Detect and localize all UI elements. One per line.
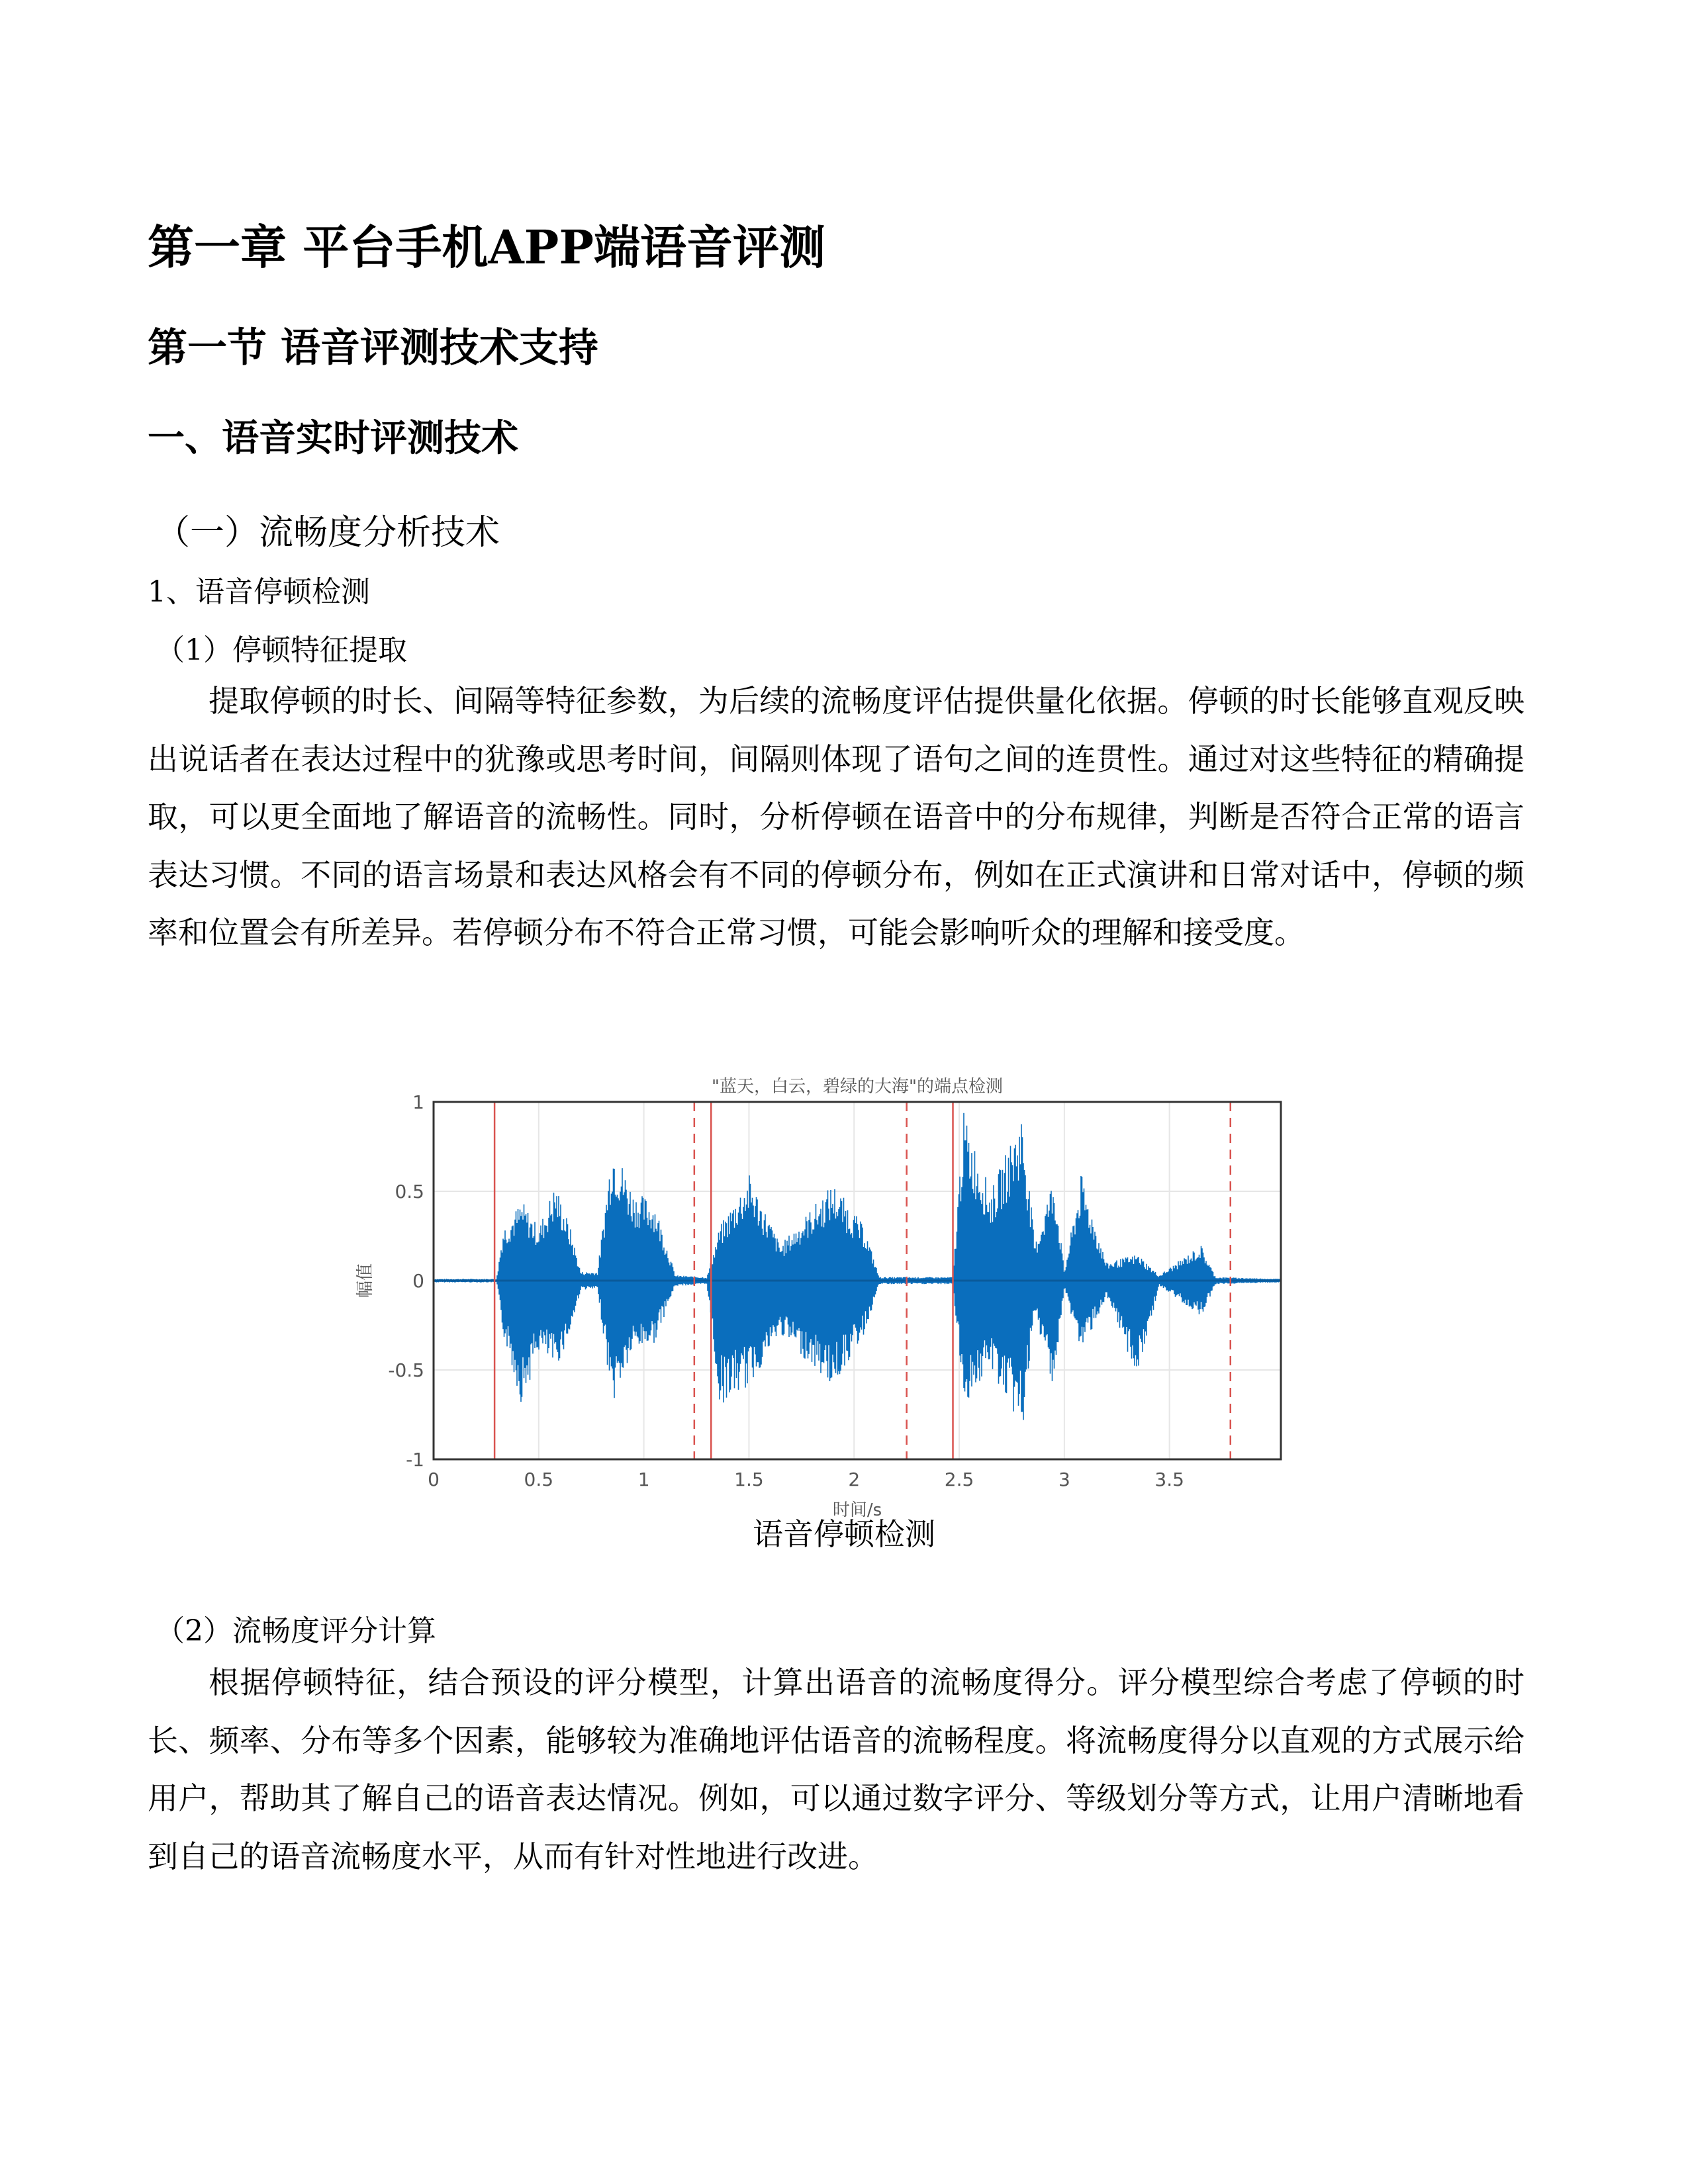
figure-caption: 语音停顿检测 (753, 1516, 935, 1552)
x-axis-label: 时间/s (832, 1500, 882, 1520)
y-tick-label: 0.5 (395, 1181, 424, 1203)
y-tick-label: 1 (412, 1091, 424, 1113)
item1-2-title: （2）流畅度评分计算 (156, 1614, 436, 1648)
x-tick-label: 2.5 (944, 1469, 974, 1490)
chart-title: "蓝天，白云，碧绿的大海"的端点检测 (712, 1077, 1003, 1097)
sub-subsection-title: （一）流畅度分析技术 (156, 513, 500, 553)
x-tick-label: 1.5 (734, 1469, 764, 1490)
item1-title: 1、语音停顿检测 (148, 575, 370, 609)
subsection-title: 一、语音实时评测技术 (148, 416, 518, 460)
chapter-title: 第一章 平台手机APP端语音评测 (148, 220, 825, 275)
x-tick-label: 1 (637, 1469, 650, 1490)
paragraph-1: 提取停顿的时长、间隔等特征参数，为后续的流畅度评估提供量化依据。停顿的时长能够直观反映出说话者在表达过程中的犹豫或思考时间，间隔则体现了语句之间的连贯性。通过对这些特征的精确提取，可以更全面地了解语音的流畅性。同时，分析停顿在语音中的分布规律，判断是否符合正常的语言表达习惯。不同的语言场景和表达风格会有不同的停顿分布，例如在正式演讲和日常对话中，停顿的频率和位置会有所差异。若停顿分布不符合正常习惯，可能会影响听众的理解和接受度。 (148, 683, 1524, 951)
x-tick-label: 3.5 (1154, 1469, 1184, 1490)
x-tick-label: 0.5 (524, 1469, 554, 1490)
y-tick-label: -0.5 (388, 1359, 424, 1381)
item1-1-title: （1）停顿特征提取 (156, 633, 407, 667)
section-title: 第一节 语音评测技术支持 (148, 325, 598, 371)
paragraph-2: 根据停顿特征，结合预设的评分模型，计算出语音的流畅度得分。评分模型综合考虑了停顿的时长、频率、分布等多个因素，能够较为准确地评估语音的流畅程度。将流畅度得分以直观的方式展示给用户，帮助其了解自己的语音表达情况。例如，可以通过数字评分、等级划分等方式，让用户清晰地看到自己的语音流畅度水平，从而有针对性地进行改进。 (148, 1664, 1524, 1874)
y-tick-label: -1 (406, 1449, 424, 1471)
x-tick-label: 2 (848, 1469, 861, 1490)
y-tick-label: 0 (412, 1270, 424, 1292)
x-tick-label: 3 (1058, 1469, 1070, 1490)
waveform (434, 1113, 1281, 1420)
y-axis-label: 幅值 (355, 1263, 375, 1298)
x-tick-label: 0 (428, 1469, 440, 1490)
